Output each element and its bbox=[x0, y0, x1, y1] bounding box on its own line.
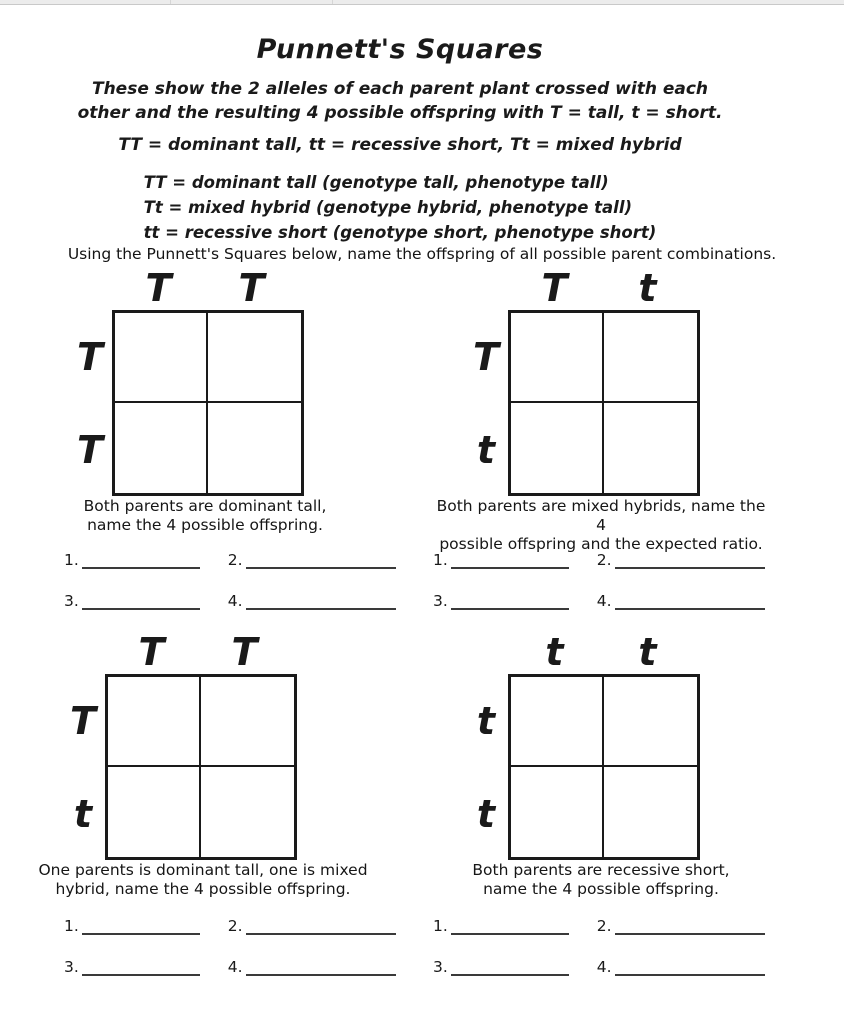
top-allele-label: T bbox=[231, 630, 258, 674]
intro-line-1: These show the 2 alleles of each parent plant crossed with each bbox=[91, 79, 709, 99]
punnett-cell bbox=[108, 767, 201, 857]
answer-line[interactable] bbox=[615, 592, 765, 610]
top-allele-labels bbox=[105, 632, 291, 674]
punnett-cell bbox=[201, 767, 294, 857]
caption-line: One parents is dominant tall, one is mixed bbox=[38, 861, 368, 879]
answer-blanks-row bbox=[433, 590, 765, 610]
punnett-grid bbox=[508, 674, 700, 860]
side-allele-label: t bbox=[476, 427, 496, 472]
caption-line: name the 4 possible offspring. bbox=[483, 880, 719, 898]
square-caption-3 bbox=[38, 861, 368, 899]
caption-line: possible offspring and the expected ratio. bbox=[439, 535, 763, 553]
punnett-square-4 bbox=[464, 632, 700, 860]
answer-line[interactable] bbox=[82, 551, 200, 569]
blank-number: 2. bbox=[227, 551, 243, 569]
punnett-cell bbox=[604, 767, 697, 857]
allele-summary-line: TT = dominant tall, tt = recessive short, Tt = mixed hybrid bbox=[118, 135, 682, 155]
top-allele-label: T bbox=[145, 266, 172, 310]
side-allele-label: T bbox=[473, 334, 499, 379]
punnett-cell bbox=[108, 677, 201, 767]
answer-blanks-row bbox=[64, 590, 396, 610]
top-allele-label: t bbox=[545, 630, 564, 674]
definition-line-tt-dominant: TT = dominant tall (genotype tall, phenotype tall) bbox=[143, 173, 609, 192]
side-allele-label: t bbox=[476, 791, 496, 836]
side-allele-label: t bbox=[476, 698, 496, 743]
answer-line[interactable] bbox=[451, 551, 569, 569]
blank-number: 2. bbox=[596, 917, 612, 935]
answer-line[interactable] bbox=[451, 958, 569, 976]
answer-blanks-row bbox=[433, 956, 765, 976]
answer-blanks-row bbox=[64, 915, 396, 935]
caption-line: hybrid, name the 4 possible offspring. bbox=[55, 880, 351, 898]
answer-line[interactable] bbox=[82, 958, 200, 976]
top-edge-notch bbox=[170, 0, 171, 4]
answer-blanks-row bbox=[64, 956, 396, 976]
answer-line[interactable] bbox=[246, 958, 396, 976]
answer-blanks-row bbox=[433, 915, 765, 935]
answer-line[interactable] bbox=[246, 551, 396, 569]
punnett-cell bbox=[115, 403, 208, 493]
punnett-cell bbox=[208, 313, 301, 403]
blank-number: 3. bbox=[64, 958, 79, 976]
side-allele-labels bbox=[68, 310, 112, 496]
punnett-cell bbox=[201, 677, 294, 767]
blank-number: 4. bbox=[596, 592, 612, 610]
side-allele-label: T bbox=[77, 334, 103, 379]
definition-line-tt-hybrid: Tt = mixed hybrid (genotype hybrid, phenotype tall) bbox=[143, 198, 633, 217]
window-top-edge bbox=[0, 0, 844, 5]
blank-number: 3. bbox=[433, 592, 448, 610]
intro-text bbox=[0, 77, 800, 125]
blank-number: 1. bbox=[433, 551, 448, 569]
punnett-cell bbox=[511, 313, 604, 403]
side-allele-label: t bbox=[73, 791, 93, 836]
punnett-cell bbox=[604, 677, 697, 767]
blank-number: 1. bbox=[433, 917, 448, 935]
blank-number: 2. bbox=[596, 551, 612, 569]
punnett-cell bbox=[604, 403, 697, 493]
punnett-square-1 bbox=[68, 268, 304, 496]
worksheet-title: Punnett's Squares bbox=[256, 34, 544, 65]
answer-blanks-row bbox=[64, 549, 396, 569]
blank-number: 3. bbox=[64, 592, 79, 610]
punnett-cell bbox=[511, 403, 604, 493]
punnett-cell bbox=[511, 677, 604, 767]
genotype-definitions bbox=[0, 170, 800, 245]
punnett-grid bbox=[112, 310, 304, 496]
top-allele-label: T bbox=[238, 266, 265, 310]
square-caption-4 bbox=[436, 861, 766, 899]
instructions-text: Using the Punnett's Squares below, name the offspring of all possible parent combinations. bbox=[67, 245, 777, 263]
blank-number: 4. bbox=[227, 958, 243, 976]
top-allele-label: t bbox=[638, 266, 657, 310]
answer-line[interactable] bbox=[82, 592, 200, 610]
top-allele-labels bbox=[508, 268, 694, 310]
caption-line: name the 4 possible offspring. bbox=[87, 516, 323, 534]
answer-line[interactable] bbox=[82, 917, 200, 935]
caption-line: Both parents are recessive short, bbox=[472, 861, 730, 879]
punnett-grid bbox=[105, 674, 297, 860]
punnett-grid bbox=[508, 310, 700, 496]
blank-number: 4. bbox=[596, 958, 612, 976]
punnett-cell bbox=[511, 767, 604, 857]
blank-number: 3. bbox=[433, 958, 448, 976]
caption-line: Both parents are mixed hybrids, name the 4 bbox=[436, 497, 766, 534]
punnett-square-3 bbox=[61, 632, 297, 860]
answer-line[interactable] bbox=[451, 592, 569, 610]
top-allele-labels bbox=[112, 268, 298, 310]
intro-line-2: other and the resulting 4 possible offspring with T = tall, t = short. bbox=[77, 103, 723, 123]
punnett-cell bbox=[604, 313, 697, 403]
side-allele-labels bbox=[464, 674, 508, 860]
blank-number: 1. bbox=[64, 917, 79, 935]
blank-number: 2. bbox=[227, 917, 243, 935]
side-allele-label: T bbox=[77, 427, 103, 472]
answer-line[interactable] bbox=[615, 958, 765, 976]
answer-line[interactable] bbox=[615, 917, 765, 935]
top-allele-labels bbox=[508, 632, 694, 674]
answer-blanks-row bbox=[433, 549, 765, 569]
side-allele-labels bbox=[61, 674, 105, 860]
caption-line: Both parents are dominant tall, bbox=[83, 497, 327, 515]
side-allele-label: T bbox=[70, 698, 96, 743]
punnett-cell bbox=[208, 403, 301, 493]
punnett-cell bbox=[115, 313, 208, 403]
answer-line[interactable] bbox=[615, 551, 765, 569]
answer-line[interactable] bbox=[246, 592, 396, 610]
top-allele-label: T bbox=[541, 266, 568, 310]
top-allele-label: t bbox=[638, 630, 657, 674]
top-edge-notch bbox=[332, 0, 333, 4]
square-caption-1 bbox=[40, 497, 370, 535]
side-allele-labels bbox=[464, 310, 508, 496]
answer-line[interactable] bbox=[451, 917, 569, 935]
punnett-square-2 bbox=[464, 268, 700, 496]
answer-line[interactable] bbox=[246, 917, 396, 935]
blank-number: 4. bbox=[227, 592, 243, 610]
definition-line-tt-recessive: tt = recessive short (genotype short, phenotype short) bbox=[143, 223, 657, 242]
top-allele-label: T bbox=[138, 630, 165, 674]
square-caption-2 bbox=[436, 497, 766, 554]
blank-number: 1. bbox=[64, 551, 79, 569]
